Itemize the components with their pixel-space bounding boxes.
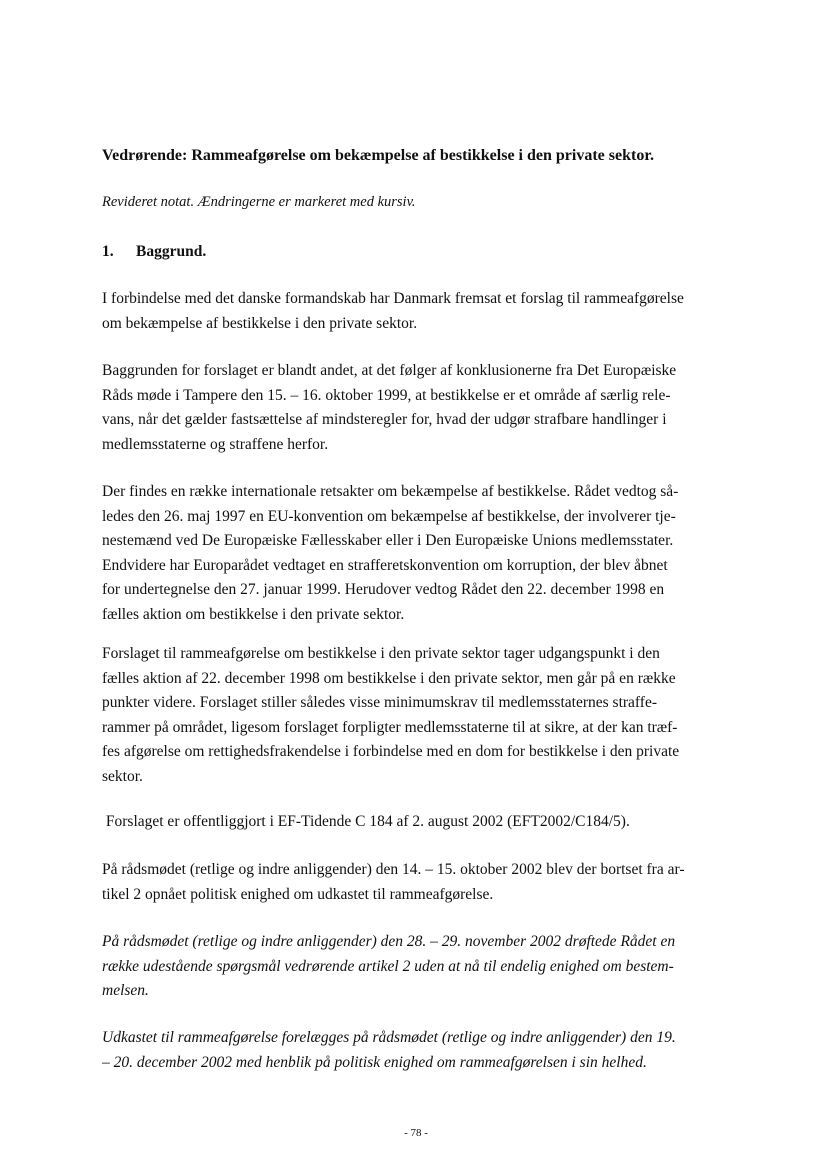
paragraph-legal-acts: Der findes en række internationale retsakter om bekæmpelse af bestikkelse. Rådet vedtog så- ledes den 26. maj 1997 en EU-konvention om bekæmpelse af bestikkelse, der involverer tje- nestemænd ved De Europæiske Fællesskaber eller i Den Europæiske Unions medlemsstater. Endvidere har Europarådet vedtaget en strafferetskonvention om korruption, der blev åbnet for undertegnelse den 27. januar 1999. Herudover vedtog Rådet den 22. december 1998 en fælles aktion om bestikkelse i den private sektor. [102,483,679,623]
paragraph-background: Baggrunden for forslaget er blandt andet, at det følger af konklusionerne fra Det Europæiske Råds møde i Tampere den 15. – 16. oktober 1999, at bestikkelse er et område af særlig rele- vans, når det gælder fastsættelse af mindsteregler for, hvad der udgør strafbare handlinger i medlemsstaterne og straffene herfor. [102,362,677,453]
document-title: Vedrørende: Rammeafgørelse om bekæmpelse af bestikkelse i den private sektor. [102,147,654,164]
page-number: - 78 - [404,1127,428,1139]
paragraph-intro: I forbindelse med det danske formandskab har Danmark fremsat et forslag til rammeafgørelse om bekæmpelse af bestikkelse i den private sektor. [102,290,684,332]
section-heading [102,240,206,264]
section-number: 1. [102,243,114,260]
section-title: Baggrund. [136,243,207,260]
paragraph-proposal: Forslaget til rammeafgørelse om bestikkelse i den private sektor tager udgangspunkt i den fælles aktion af 22. december 1998 om bestikkelse i den private sektor, men går på en række punkter videre. Forslaget stiller således visse minimumskrav til medlemsstaternes straffe- rammer på området, ligesom forslaget forpligter medlemsstaterne til at sikre, at der kan træf- fes afgørelse om rettighedsfrakendelse i forbindelse med en dom for bestikkelse i den private sektor. [102,645,680,785]
paragraph-publication: Forslaget er offentliggjort i EF-Tidende C 184 af 2. august 2002 (EFT2002/C184/5). [102,813,630,830]
revision-note: Revideret notat. Ændringerne er markeret med kursiv. [102,194,416,210]
paragraph-november-meeting: På rådsmødet (retlige og indre anliggender) den 28. – 29. november 2002 drøftede Rådet en række udestående spørgsmål vedrørende artikel 2 uden at nå til endelig enighed om bestem- melsen. [102,933,676,1000]
paragraph-october-meeting: På rådsmødet (retlige og indre anliggender) den 14. – 15. oktober 2002 blev der bortset fra ar- tikel 2 opnået politisk enighed om udkastet til rammeafgørelse. [102,861,685,903]
paragraph-december-meeting: Udkastet til rammeafgørelse forelægges på rådsmødet (retlige og indre anliggender) den 19. – 20. december 2002 med henblik på politisk enighed om rammeafgørelsen i sin helhed. [102,1029,676,1071]
